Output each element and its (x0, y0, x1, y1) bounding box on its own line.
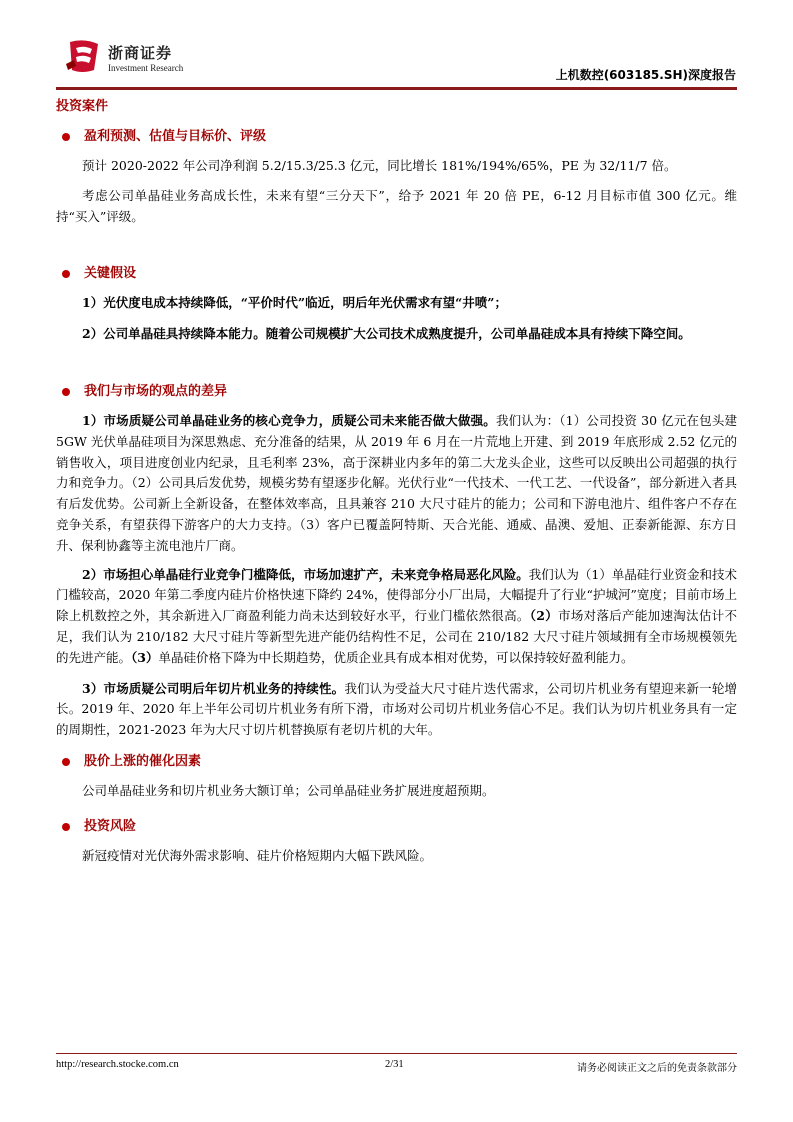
view-1-response: 我们认为：（1）公司投资 30 亿元在包头建 5GW 光伏单晶硅项目为深思熟虑、充分准备的结果，从 2019 年 6 月在一片荒地上开建、到 2019 年底形成 2.52 亿元的销售收入，项目进度创业内纪录，且毛利率 23%，高于深耕业内多年的第二大龙头企业，这些可以反映出公司超强的执行力和竞争力。（2）公司具后发优势，规模劣势有望逐步化解。光伏行业“一代技术、一代工艺、一代设备”，部分新进入者具有后发优势。公司新上全新设备，在整体效率高，且具兼容 210 大尺寸硅片的能力；公司和下游电池片、组件客户不存在竞争关系，有望获得下游客户的大力支持。（3）客户已覆盖阿特斯、天合光能、通威、晶澳、爱旭、正泰新能源、东方日升、保利协鑫等主流电池片厂商。 (56, 412, 738, 553)
heading-text: 投资风险 (84, 818, 137, 834)
paragraph-profit-2: 考虑公司单晶硅业务高成长性，未来有望“三分天下”，给予 2021 年 20 倍 PE，6-12 月目标市值 300 亿元。维持“买入”评级。 (56, 187, 737, 224)
heading-key-assumptions (56, 265, 737, 283)
view-2-num-2: （2） (529, 608, 559, 624)
paragraph-view-3 (56, 679, 737, 741)
paragraph-assumption-1: 1）光伏度电成本持续降低，“平价时代”临近，明后年光伏需求有望“井喷”； (82, 295, 507, 311)
disclaimer-note: 请务必阅读正文之后的免责条款部分 (577, 1063, 737, 1074)
view-1-claim: 1）市场质疑公司单晶硅业务的核心竞争力，质疑公司未来能否做大做强。 (82, 412, 496, 428)
view-3-claim: 3）市场质疑公司明后年切片机业务的持续性。 (82, 680, 345, 696)
heading-market-views (56, 383, 737, 401)
bullet-icon (62, 388, 70, 396)
bullet-icon (62, 823, 70, 831)
heading-risks (56, 818, 737, 836)
report-body (56, 96, 737, 867)
view-2-response-b: 市场对落后产能加速淘汰估计不足，我们认为 210/182 大尺寸硅片等新型先进产能仍结构性不足，公司在 210/182 大尺寸硅片领域拥有全市场规模领先的先进产能。 (56, 608, 737, 665)
paragraph-profit-1: 预计 2020-2022 年公司净利润 5.2/15.3/25.3 亿元，同比增长 181%/194%/65%，PE 为 32/11/7 倍。 (82, 158, 677, 173)
bullet-icon (62, 270, 70, 278)
page-number: 2/31 (385, 1059, 404, 1070)
paragraph-view-1 (56, 411, 737, 557)
view-2-response-c: 单晶硅价格下降为中长期趋势，优质企业具有成本相对优势，可以保持较好盈利能力。 (158, 649, 634, 665)
bullet-icon (62, 758, 70, 766)
view-2-num-3: （3） (131, 649, 159, 665)
page-header (56, 30, 736, 88)
paragraph-view-2 (56, 565, 737, 669)
logo-english-name: Investment Research (108, 63, 184, 73)
footer-divider (56, 1053, 737, 1054)
view-2-claim: 2）市场担心单晶硅行业竞争门槛降低，市场加速扩产，未来竞争格局恶化风险。 (82, 566, 529, 582)
logo-chinese-name: 浙商证券 (108, 44, 173, 62)
heading-text: 股价上涨的催化因素 (84, 753, 202, 769)
header-divider (56, 87, 737, 90)
view-3-response: 我们认为受益大尺寸硅片迭代需求，公司切片机业务有望迎来新一轮增长。2019 年、2020 年上半年公司切片机业务有所下滑，市场对公司切片机业务信心不足。我们认为切片机业务具有一定的周期性，2021-2023 年为大尺寸切片机替换原有老切片机的大年。 (56, 680, 737, 738)
heading-profit-forecast (56, 128, 737, 146)
company-logo-icon (64, 36, 104, 76)
view-2-response-a: 我们认为（1）单晶硅行业资金和技术门槛较高，2020 年第二季度内硅片价格快速下降约 24%，使得部分小厂出局，大幅提升了行业“护城河”宽度；目前市场上除上机数控之外，其余新进入厂商盈利能力尚未达到较好水平，行业门槛依然很高。 (56, 566, 737, 624)
report-title: 上机数控(603185.SH)深度报告 (555, 68, 736, 82)
heading-text: 我们与市场的观点的差异 (84, 383, 228, 399)
footer-website-link[interactable]: http://research.stocke.com.cn (56, 1059, 179, 1070)
paragraph-catalysts: 公司单晶硅业务和切片机业务大额订单；公司单晶硅业务扩展进度超预期。 (82, 782, 495, 798)
heading-text: 关键假设 (84, 266, 137, 282)
section-main-title: 投资案件 (56, 99, 109, 114)
heading-catalysts (56, 753, 737, 771)
bullet-icon (62, 133, 70, 141)
heading-text: 盈利预测、估值与目标价、评级 (84, 129, 267, 144)
paragraph-assumption-2: 2）公司单晶硅具持续降本能力。随着公司规模扩大公司技术成熟度提升，公司单晶硅成本具有持续下降空间。 (82, 326, 691, 342)
paragraph-risks: 新冠疫情对光伏海外需求影响、硅片价格短期内大幅下跌风险。 (82, 847, 433, 863)
